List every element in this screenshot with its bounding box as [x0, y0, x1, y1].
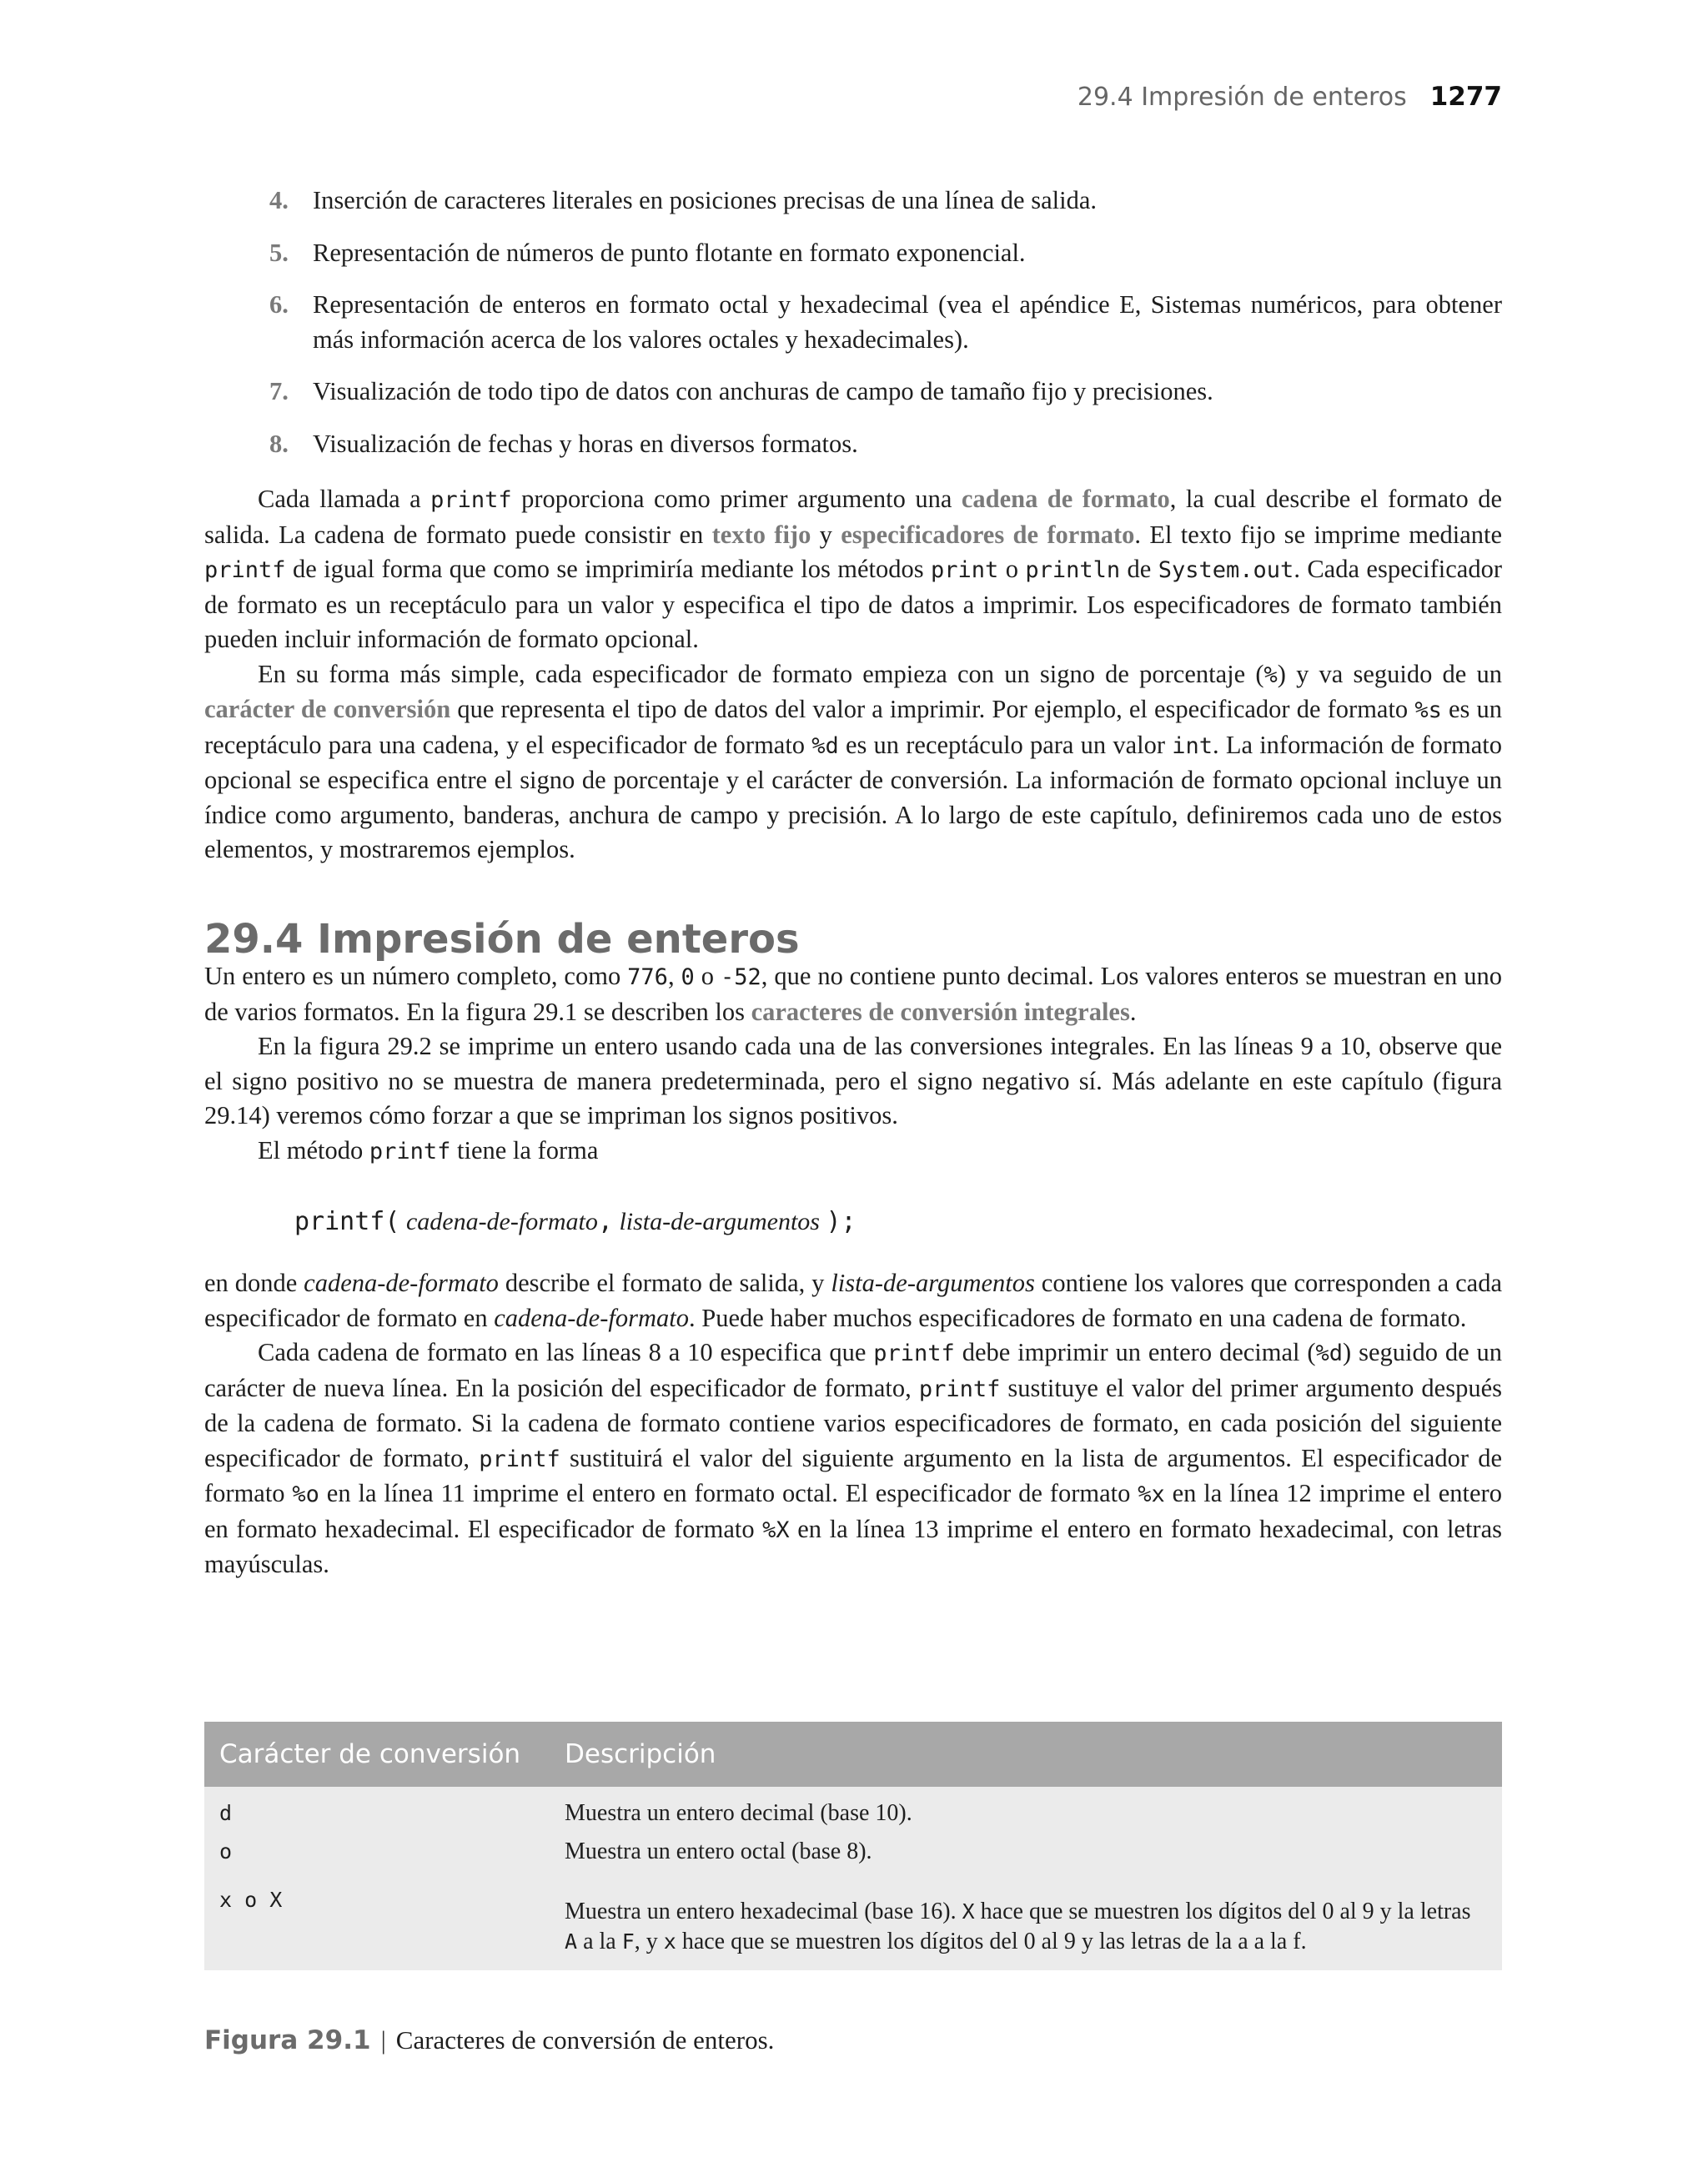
- key-term: cadena de formato: [961, 485, 1170, 513]
- key-term: texto fijo: [711, 520, 811, 549]
- list-number: 7.: [269, 377, 289, 405]
- code-print: print: [931, 557, 999, 583]
- code-specifier: %s: [1414, 697, 1442, 723]
- list-item: [204, 288, 1502, 357]
- table-row: [204, 1837, 1502, 1885]
- cell-char: d: [219, 1801, 233, 1825]
- paragraph-arguments: en donde cadena-de-formato describe el formato de salida, y lista-de-argumentos contiene los valores que corresponden a cada especificador de formato en cadena-de-formato. Puede haber muchos especificadores de formato en una cadena de formato.: [204, 1269, 1502, 1332]
- cell-desc: Muestra un entero decimal (base 10).: [565, 1800, 912, 1826]
- table-header: [204, 1722, 1502, 1787]
- list-number: 6.: [269, 290, 289, 319]
- list-text: Inserción de caracteres literales en posiciones precisas de una línea de salida.: [313, 186, 1097, 214]
- cell-desc: Muestra un entero octal (base 8).: [565, 1838, 872, 1864]
- list-item: [204, 236, 1502, 271]
- code-system-out: System.out: [1158, 557, 1294, 583]
- table-row: [204, 1787, 1502, 1837]
- paragraph-figure-ref: En la figura 29.2 se imprime un entero usando cada una de las conversiones integrales. En las líneas 9 a 10, observe que el signo positivo no se muestra de manera predeterminada, pero el signo negativo sí. Más adelante en este capítulo (figura 29.14) veremos cómo forzar a que se impriman los signos positivos.: [204, 1032, 1502, 1129]
- code-printf: printf: [204, 557, 286, 583]
- list-text: Representación de números de punto flotante en formato exponencial.: [313, 238, 1026, 267]
- key-term: especificadores de formato: [841, 520, 1135, 549]
- cell-char: x o X: [219, 1888, 283, 1912]
- cell-desc: Muestra un entero hexadecimal (base 16). X hace que se muestren los dígitos del 0 al 9 y la letras A a la F, y x hace que se muestren los dígitos del 0 al 9 y las letras de la a a la f.: [565, 1899, 1471, 1954]
- explanation-paragraphs: [204, 1266, 1502, 1582]
- code-percent: %: [1263, 661, 1278, 688]
- list-number: 5.: [269, 238, 289, 267]
- code-printf: printf: [430, 487, 512, 513]
- paragraph-format-string: Cada llamada a printf proporciona como primer argumento una cadena de formato, la cual describe el formato de salida. La cadena de formato puede consistir en texto fijo y especificadores de formato. El texto fijo se imprime mediante printf de igual forma que como se imprimiría mediante los métodos print o println de System.out. Cada especificador de formato es un receptáculo para un valor y especifica el tipo de datos a imprimir. Los especificadores de formato también pueden incluir información de formato opcional.: [204, 485, 1503, 653]
- paragraph-integers: Un entero es un número completo, como 776, 0 o -52, que no contiene punto decimal. Los valores enteros se muestran en uno de varios formatos. En la figura 29.1 se describen los caracteres de conversión integrales.: [204, 962, 1503, 1026]
- section-heading: 29.4 Impresión de enteros: [204, 916, 800, 963]
- header-section-title: 29.4 Impresión de enteros: [1077, 83, 1407, 112]
- code-specifier: %d: [811, 732, 839, 759]
- list-number: 8.: [269, 429, 289, 458]
- key-term: carácter de conversión: [204, 695, 451, 723]
- list-item: [204, 375, 1502, 410]
- caption-label: Figura 29.1: [204, 2025, 371, 2055]
- table-row: [204, 1885, 1502, 1970]
- column-header-desc: Descripción: [565, 1739, 716, 1769]
- figure-table: [204, 1722, 1502, 1970]
- code-value: 0: [681, 964, 695, 990]
- column-header-char: Carácter de conversión: [219, 1739, 521, 1769]
- intro-paragraphs: [204, 482, 1502, 868]
- list-item: [204, 427, 1502, 462]
- list-text: Representación de enteros en formato octal y hexadecimal (vea el apéndice E, Sistemas numéricos, para obtener más información acerca de los valores octales y hexadecimales).: [313, 290, 1502, 354]
- paragraph-specifiers: Cada cadena de formato en las líneas 8 a 10 especifica que printf debe imprimir un entero decimal (%d) seguido de un carácter de nueva línea. En la posición del especificador de formato, printf sustituye el valor del primer argumento después de la cadena de formato. Si la cadena de formato contiene varios especificadores de formato, en cada posición del siguiente especificador de formato, printf sustituirá el valor del siguiente argumento en la lista de argumentos. El especificador de formato %o en la línea 11 imprime el entero en formato octal. El especificador de formato %x en la línea 12 imprime el entero en formato hexadecimal. El especificador de formato %X en la línea 13 imprime el entero en formato hexadecimal, con letras mayúsculas.: [204, 1338, 1503, 1578]
- key-term: caracteres de conversión integrales: [751, 997, 1130, 1026]
- code-signature: printf( cadena-de-formato, lista-de-argumentos );: [294, 1207, 857, 1236]
- list-number: 4.: [269, 186, 289, 214]
- param-format-string: cadena-de-formato: [405, 1208, 598, 1235]
- cell-char: o: [219, 1839, 233, 1864]
- code-printf: printf: [369, 1138, 451, 1164]
- list-text: Visualización de fechas y horas en diversos formatos.: [313, 429, 858, 458]
- code-int: int: [1172, 732, 1213, 759]
- running-header: [1078, 82, 1502, 112]
- page-number: 1277: [1429, 82, 1502, 112]
- figure-caption: [204, 2025, 774, 2055]
- list-text: Visualización de todo tipo de datos con anchuras de campo de tamaño fijo y precisiones.: [313, 377, 1213, 405]
- feature-list: [204, 184, 1502, 479]
- paragraph-method-form: El método printf tiene la forma: [258, 1135, 599, 1164]
- code-println: println: [1025, 557, 1121, 583]
- code-value: -52: [720, 964, 761, 990]
- caption-text: Caracteres de conversión de enteros.: [395, 2025, 775, 2055]
- section-paragraphs: [204, 959, 1502, 1169]
- code-value: 776: [627, 964, 668, 990]
- caption-separator: |: [380, 2025, 386, 2055]
- list-item: [204, 184, 1502, 219]
- param-argument-list: lista-de-argumentos: [619, 1208, 820, 1235]
- paragraph-conversion-char: En su forma más simple, cada especificador de formato empieza con un signo de porcentaje (%) y va seguido de un carácter de conversión que representa el tipo de datos del valor a imprimir. Por ejemplo, el especificador de formato %s es un receptáculo para una cadena, y el especificador de formato %d es un receptáculo para un valor int. La información de formato opcional se especifica entre el signo de porcentaje y el carácter de conversión. La información de formato opcional incluye un índice como argumento, banderas, anchura de campo y precisión. A lo largo de este capítulo, definiremos cada uno de estos elementos, y mostraremos ejemplos.: [204, 659, 1502, 863]
